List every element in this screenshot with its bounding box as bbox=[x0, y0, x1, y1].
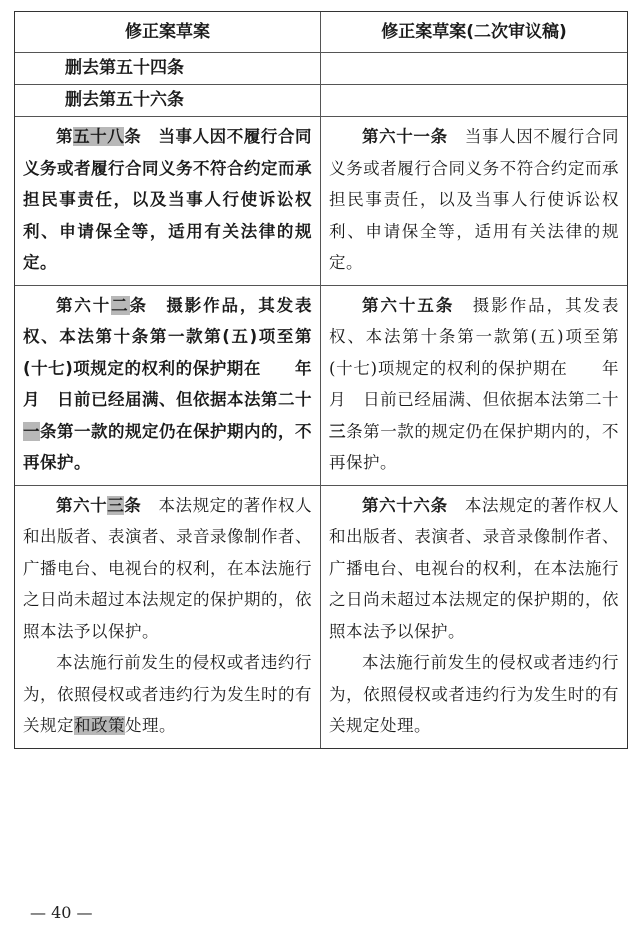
article-text: 本法规定的著作权人和出版者、表演者、录音录像制作者、广播电台、电视台的权利，在本法施行之日尚未超过本法规定的保护期的，依照本法予以保护。 bbox=[329, 495, 620, 641]
deleted-article-cell: 删去第五十四条 bbox=[15, 53, 321, 84]
article-paragraph bbox=[329, 290, 636, 479]
article-text: 本法施行前发生的侵权或者违约行为，依照侵权或者违约行为发生时的有关规定处理。 bbox=[329, 653, 619, 735]
revised-article-61 bbox=[321, 117, 627, 285]
article-text: 摄影作品，其发表权、本法第十条第一款第(五)项至第(十七)项规定的权利的保护期在 年 月 日前已经届满、但依据本法第二十 bbox=[23, 295, 329, 409]
empty-cell bbox=[321, 85, 627, 116]
table-header-row bbox=[15, 12, 627, 52]
header-right: 修正案草案(二次审议稿) bbox=[381, 22, 567, 42]
article-number-prefix: 第 bbox=[56, 127, 74, 146]
article-paragraph bbox=[23, 290, 329, 479]
article-number-prefix: 第六十 bbox=[56, 295, 112, 315]
article-number-suffix: 条 bbox=[124, 127, 142, 146]
article-text: 条第一款的规定仍在保护期内的，不再保护。 bbox=[329, 421, 619, 472]
deleted-article-cell: 删去第五十六条 bbox=[15, 85, 321, 116]
table-row bbox=[15, 52, 627, 84]
table-row bbox=[15, 84, 627, 116]
revised-article-65 bbox=[321, 286, 636, 485]
article-text: 摄影作品，其发表权、本法第十条第一款第(五)项至第(十七)项规定的权利的保护期在 年 月 日前已经届满、但依据本法第二十 bbox=[329, 295, 636, 409]
table-row bbox=[15, 285, 636, 485]
emphasized-change: 三 bbox=[329, 421, 347, 441]
article-text: 当事人因不履行合同义务或者履行合同义务不符合约定而承担民事责任，以及当事人行使诉讼权利、申请保全等，适用有关法律的规定。 bbox=[23, 127, 313, 272]
article-text: 当事人因不履行合同义务或者履行合同义务不符合约定而承担民事责任，以及当事人行使诉讼权利、申请保全等，适用有关法律的规定。 bbox=[329, 127, 620, 272]
article-paragraph bbox=[329, 647, 619, 742]
article-text: 条第一款的规定仍在保护期内的，不再保护。 bbox=[23, 421, 312, 472]
article-number-prefix: 第六十 bbox=[56, 495, 108, 515]
article-number-suffix: 条 bbox=[124, 495, 142, 515]
table-row bbox=[15, 116, 627, 285]
highlighted-change: 三 bbox=[107, 495, 125, 515]
table-row bbox=[15, 485, 627, 748]
draft-article-62 bbox=[15, 286, 329, 485]
article-number-suffix: 条 bbox=[129, 295, 148, 315]
article-paragraph bbox=[23, 490, 312, 648]
highlighted-change: 五十八 bbox=[73, 127, 125, 146]
article-paragraph bbox=[23, 647, 312, 742]
comparison-table bbox=[14, 11, 636, 749]
empty-cell bbox=[321, 53, 627, 84]
article-paragraph bbox=[329, 490, 619, 648]
article-text: 本法施行前发生的侵权或者违约行为，依照侵权或者违约行为发生时的有关规定 bbox=[23, 653, 312, 735]
article-number: 第六十六条 bbox=[362, 495, 448, 515]
article-number: 第六十五条 bbox=[362, 295, 455, 315]
highlighted-change: 和政策 bbox=[74, 716, 125, 735]
highlighted-change: 一 bbox=[23, 421, 40, 441]
article-text: 本法规定的著作权人和出版者、表演者、录音录像制作者、广播电台、电视台的权利，在本法施行之日尚未超过本法规定的保护期的，依照本法予以保护。 bbox=[23, 495, 313, 641]
article-number: 第六十一条 bbox=[362, 127, 448, 146]
highlighted-change: 二 bbox=[111, 295, 130, 315]
page-number: — 40 — bbox=[30, 903, 93, 922]
draft-article-63 bbox=[15, 486, 321, 748]
revised-article-66 bbox=[321, 486, 627, 748]
draft-article-58 bbox=[15, 117, 321, 285]
article-paragraph bbox=[329, 121, 619, 279]
article-paragraph bbox=[23, 121, 312, 279]
header-left: 修正案草案 bbox=[15, 12, 321, 52]
article-text: 处理。 bbox=[125, 716, 176, 735]
